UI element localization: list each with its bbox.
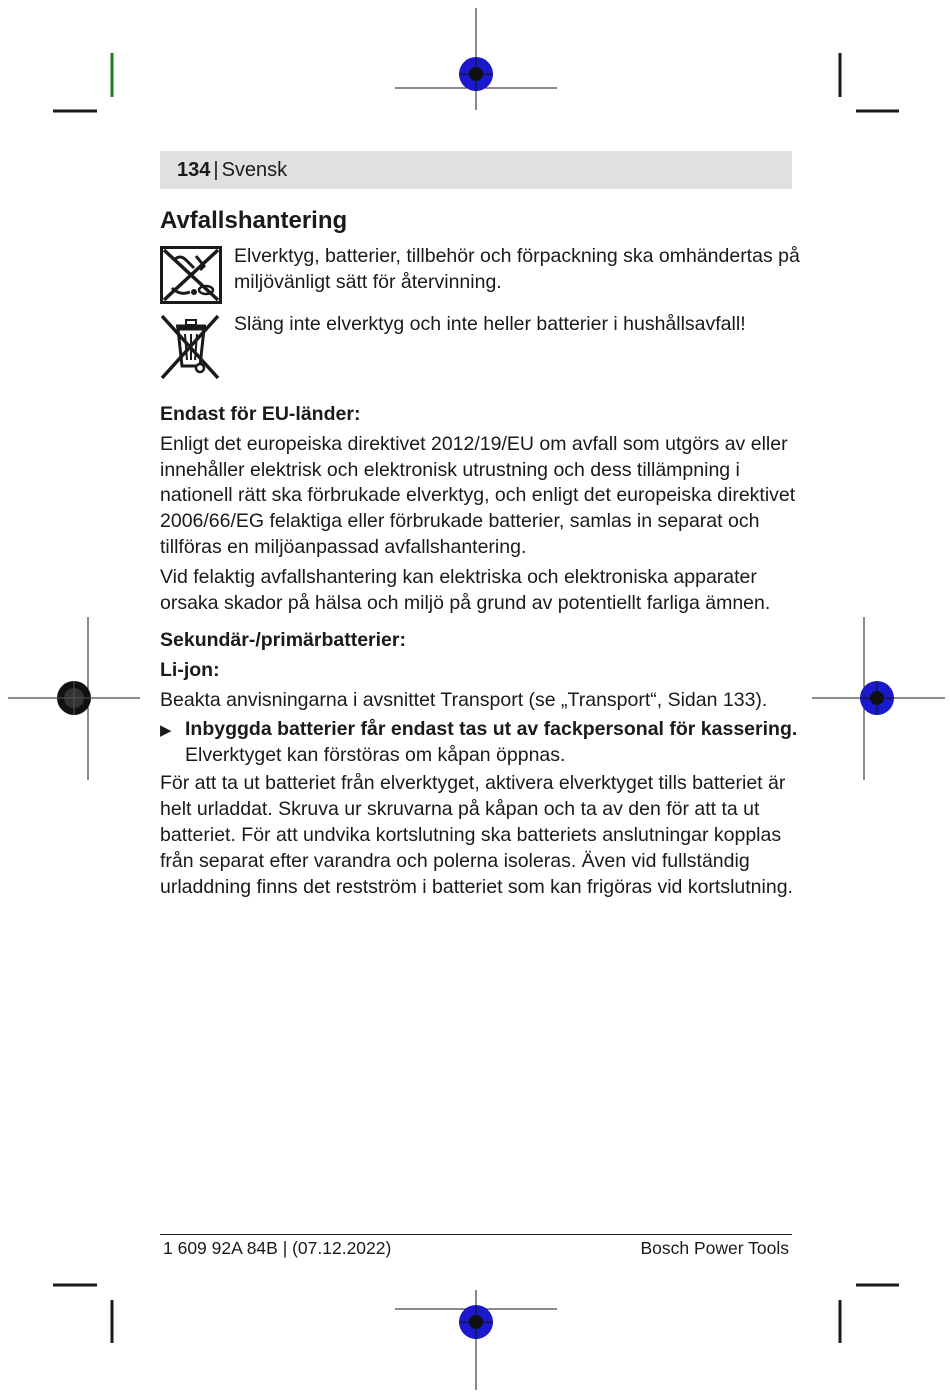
symbol-text-recycling: Elverktyg, batterier, tillbehör och förpackning ska omhändertas på miljövänligt sätt för återvinning. bbox=[234, 245, 800, 293]
footer-doc-number: 1 609 92A 84B | (07.12.2022) bbox=[163, 1238, 392, 1258]
header-separator: | bbox=[213, 158, 219, 181]
eu-paragraph-2: Vid felaktig avfallshantering kan elektriska och elektroniska apparater orsaka skador på hälsa och miljö på grund av potentiellt farliga ämnen. bbox=[160, 565, 771, 614]
main-content bbox=[160, 206, 800, 900]
page-footer bbox=[160, 1234, 792, 1259]
symbol-row-recycling bbox=[160, 246, 800, 308]
section-title: Avfallshantering bbox=[160, 207, 348, 234]
crossed-bin-icon bbox=[160, 314, 224, 388]
eu-heading: Endast för EU-länder: bbox=[160, 403, 361, 425]
header-language: Svensk bbox=[221, 158, 288, 181]
liion-heading: Li-jon: bbox=[160, 659, 220, 682]
footer-brand: Bosch Power Tools bbox=[640, 1238, 789, 1258]
warning-bold: Inbyggda batterier får endast tas ut av fackpersonal för kassering. bbox=[185, 717, 798, 740]
battery-heading: Sekundär-/primärbatterier: bbox=[160, 629, 406, 652]
symbol-row-bin bbox=[160, 314, 800, 382]
warning-item bbox=[160, 717, 800, 769]
eu-paragraph-1: Enligt det europeiska direktivet 2012/19/EU om avfall som utgörs av eller innehåller elektrisk och elektronisk utrustning och dess tillämpning i nationell rätt ska förbrukade elverktyg, och enligt det europeiska direktivet 2006/66/EG felaktiga eller förbrukade batterier, samlas in separat och tillföras en miljöanpassad avfallshantering. bbox=[160, 432, 796, 558]
warning-text: Elverktyget kan förstöras om kåpan öppnas. bbox=[185, 743, 566, 766]
registration-mark-top bbox=[395, 8, 557, 110]
triangle-bullet-icon: ▶ bbox=[160, 721, 172, 739]
page-number: 134 bbox=[177, 158, 211, 181]
page-header bbox=[160, 151, 792, 189]
registration-mark-right bbox=[812, 617, 945, 780]
registration-mark-left bbox=[8, 617, 140, 780]
recycle-tools-icon bbox=[160, 246, 224, 312]
liion-text: Beakta anvisningarna i avsnittet Transport (se „Transport“, Sidan 133). bbox=[160, 688, 768, 711]
registration-mark-bottom bbox=[395, 1290, 557, 1390]
final-paragraph: För att ta ut batteriet från elverktyget, aktivera elverktyget tills batteriet är helt urladdat. Skruva ur skruvarna på kåpan och ta av den för att ta ut batteriet. För att undvika kortslutning ska batteriets anslutningar kopplas från separat efter varandra och polerna isoleras. Även vid fullständig urladdning finns det restström i batteriet som kan frigöras vid kortslutning. bbox=[160, 772, 793, 898]
symbol-text-bin: Släng inte elverktyg och inte heller batterier i hushållsavfall! bbox=[234, 313, 746, 335]
